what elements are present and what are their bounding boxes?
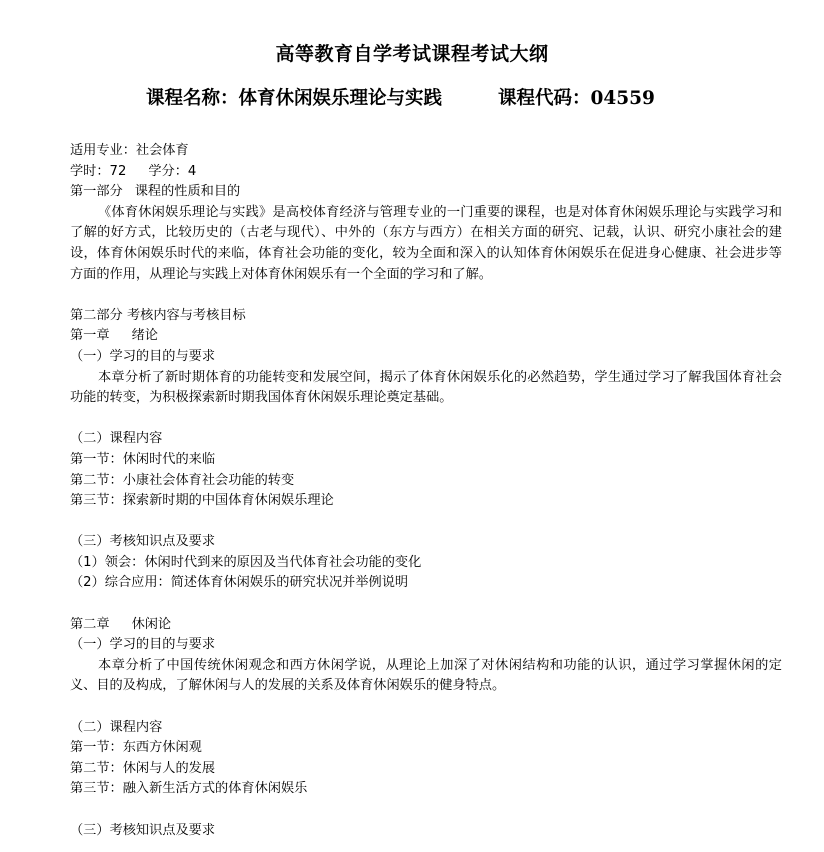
chapter1-goal-heading: （一）学习的目的与要求 xyxy=(70,348,216,364)
chapter2-goal-heading: （一）学习的目的与要求 xyxy=(70,637,216,653)
chapter1-goal-paragraph: 本章分析了新时期体育的功能转变和发展空间，揭示了体育休闲娱乐化的必然趋势，学生通过学习了解我国体育社会功能的转变，为积极探索新时期我国体育休闲娱乐理论奠定基础。 xyxy=(70,369,782,406)
part1-heading-number: 第一部分 xyxy=(70,184,123,200)
chapter2-number: 第二章 xyxy=(70,616,110,632)
study-hours: 学时：72 xyxy=(70,163,127,179)
chapter2-section-1: 第一节：东西方休闲观 xyxy=(70,740,202,756)
chapter1-name: 绪论 xyxy=(131,328,158,344)
chapter2-section-3: 第三节：融入新生活方式的体育休闲娱乐 xyxy=(70,781,308,797)
chapter2-name: 休闲论 xyxy=(131,616,172,632)
document-title: 高等教育自学考试课程考试大纲 xyxy=(275,43,549,65)
chapter1-point-2: （2）综合应用：简述体育休闲娱乐的研究状况并举例说明 xyxy=(70,575,409,591)
chapter1-point-1: （1）领会：休闲时代到来的原因及当代体育社会功能的变化 xyxy=(70,554,422,570)
part1-paragraph: 《体育休闲娱乐理论与实践》是高校体育经济与管理专业的一门重要的课程，也是对体育休闲娱乐理论与实践学习和了解的好方式，比较历史的（古老与现代）、中外的（东方与西方）在相关方面的研究、记载，认识、研究小康社会的建设，体育休闲娱乐时代的来临，体育社会功能的变化，较为全面和深入的认知体育休闲娱乐在促进身心健康、社会进步等方面的作用，从理论与实践上对体育休闲娱乐有一个全面的学习和了解。 xyxy=(70,204,782,282)
chapter1-content-heading: （二）课程内容 xyxy=(70,431,163,447)
chapter2-points-heading: （三）考核知识点及要求 xyxy=(70,822,216,838)
part1-heading xyxy=(70,182,782,203)
chapter2-heading xyxy=(70,615,782,636)
chapter1-section-1: 第一节：休闲时代的来临 xyxy=(70,451,216,467)
hours-credits xyxy=(70,162,782,183)
credits: 学分：4 xyxy=(148,163,197,179)
document-body xyxy=(70,141,782,841)
course-code: 课程代码：04559 xyxy=(498,88,655,109)
chapter2-content-heading: （二）课程内容 xyxy=(70,719,163,735)
chapter2-section-2: 第二节：休闲与人的发展 xyxy=(70,760,216,776)
chapter1-points-heading: （三）考核知识点及要求 xyxy=(70,534,216,550)
chapter1-section-3: 第三节：探索新时期的中国体育休闲娱乐理论 xyxy=(70,493,334,509)
course-header xyxy=(146,84,746,114)
applicable-major: 适用专业：社会体育 xyxy=(70,143,189,158)
chapter1-heading xyxy=(70,326,782,347)
chapter2-goal-paragraph: 本章分析了中国传统休闲观念和西方休闲学说，从理论上加深了对休闲结构和功能的认识，通过学习掌握休闲的定义、目的及构成，了解休闲与人的发展的关系及体育休闲娱乐的健身特点。 xyxy=(70,657,782,694)
part2-heading: 第二部分 考核内容与考核目标 xyxy=(70,307,246,323)
chapter1-number: 第一章 xyxy=(70,328,110,344)
course-name: 课程名称：体育休闲娱乐理论与实践 xyxy=(146,88,443,109)
chapter1-section-2: 第二节：小康社会体育社会功能的转变 xyxy=(70,472,295,488)
part1-heading-text: 课程的性质和目的 xyxy=(134,184,241,200)
